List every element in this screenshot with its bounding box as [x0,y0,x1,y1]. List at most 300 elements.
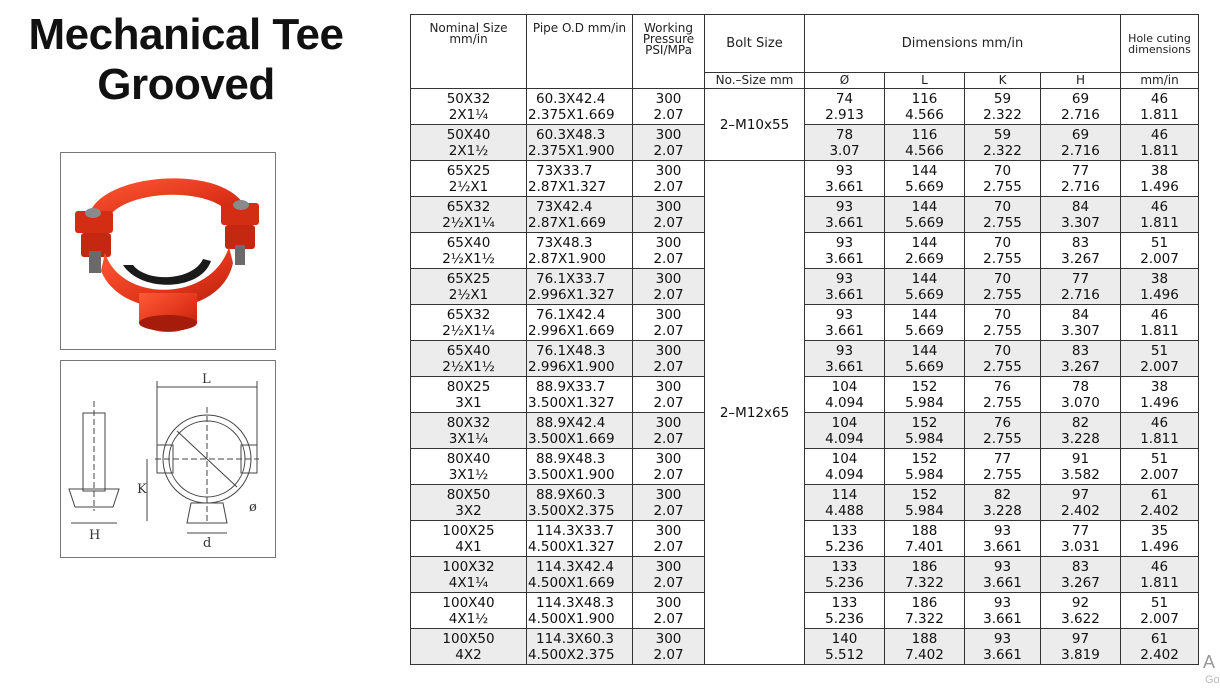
cell-hole-imperial: 2.007 [1140,358,1179,375]
cell-h-metric: 84 [1071,198,1090,215]
cell-k-metric: 70 [993,270,1012,287]
cell-h-metric: 77 [1071,522,1090,539]
cell-l-imperial: 2.669 [905,250,944,267]
cell-phi [805,413,885,449]
cell-pipe-metric: 114.3X60.3 [536,630,614,647]
cell-phi-imperial: 3.661 [825,214,864,231]
cell-l-imperial: 5.984 [905,466,944,483]
cell-hole-metric: 46 [1150,90,1169,107]
cell-pipe [527,593,633,629]
cell-nom [411,341,527,377]
cell-hole [1121,269,1199,305]
cell-k [965,125,1041,161]
cell-hole-imperial: 1.811 [1140,322,1179,339]
cell-h-metric: 77 [1071,162,1090,179]
cell-phi-imperial: 3.661 [825,250,864,267]
cell-nom-imperial: 2½X1½ [442,250,495,267]
cell-phi-imperial: 3.661 [825,322,864,339]
cell-k-imperial: 3.661 [983,646,1022,663]
cell-h-imperial: 3.267 [1061,574,1100,591]
cell-pipe [527,413,633,449]
cell-pipe-metric: 88.9X33.7 [536,378,606,395]
cell-k [965,161,1041,197]
cell-phi [805,89,885,125]
cell-l-metric: 144 [911,270,938,287]
cell-h-metric: 83 [1071,558,1090,575]
cell-pipe-imperial: 3.500X1.669 [528,430,615,447]
cell-phi [805,377,885,413]
cell-phi-imperial: 3.661 [825,358,864,375]
cell-phi-imperial: 3.661 [825,286,864,303]
cell-hole-imperial: 1.811 [1140,142,1179,159]
label-h: H [89,528,101,543]
table-row [411,449,1199,485]
cell-nom [411,593,527,629]
cell-nom-imperial: 2½X1¼ [442,214,495,231]
cell-working [633,629,705,665]
cell-hole-metric: 38 [1150,270,1169,287]
cell-working [633,377,705,413]
cell-hole-imperial: 1.811 [1140,430,1179,447]
cell-working [633,233,705,269]
cell-l-metric: 152 [911,378,938,395]
cell-working [633,485,705,521]
cell-pipe-imperial: 3.500X2.375 [528,502,615,519]
cell-hole-imperial: 1.496 [1140,178,1179,195]
cell-phi-imperial: 3.661 [825,178,864,195]
cell-nom-metric: 80X25 [446,378,491,395]
cell-phi-metric: 93 [835,306,854,323]
cell-l [885,629,965,665]
cell-working-imperial: 2.07 [653,106,684,123]
cell-hole [1121,197,1199,233]
cell-h-metric: 92 [1071,594,1090,611]
cell-hole-imperial: 1.496 [1140,394,1179,411]
cell-working-imperial: 2.07 [653,358,684,375]
cell-hole-metric: 38 [1150,162,1169,179]
cell-pipe-imperial: 4.500X1.900 [528,610,615,627]
cell-nom [411,125,527,161]
cell-l [885,89,965,125]
cell-k-imperial: 2.755 [983,358,1022,375]
cell-h-metric: 83 [1071,234,1090,251]
table-row [411,377,1199,413]
cell-l-imperial: 5.669 [905,358,944,375]
cell-l [885,521,965,557]
cell-hole [1121,89,1199,125]
cell-nom-imperial: 4X1¼ [448,574,489,591]
cell-h-imperial: 3.622 [1061,610,1100,627]
cell-phi [805,341,885,377]
cell-nom [411,485,527,521]
cell-hole [1121,233,1199,269]
cell-pipe-metric: 88.9X60.3 [536,486,606,503]
cell-pipe [527,521,633,557]
cell-working-metric: 300 [655,594,682,611]
cell-pipe-imperial: 2.996X1.327 [528,286,615,303]
cell-phi-metric: 133 [831,558,858,575]
cell-nom-metric: 80X40 [446,450,491,467]
header-k: K [965,73,1041,89]
cell-hole [1121,449,1199,485]
cell-nom-imperial: 3X1½ [448,466,489,483]
cell-hole-imperial: 2.007 [1140,466,1179,483]
cell-phi [805,557,885,593]
cell-l-metric: 116 [911,90,938,107]
cell-nom-imperial: 2½X1¼ [442,322,495,339]
cell-l-imperial: 7.322 [905,610,944,627]
cell-working [633,125,705,161]
cell-working [633,305,705,341]
cell-k [965,521,1041,557]
cell-working-metric: 300 [655,342,682,359]
cell-hole [1121,593,1199,629]
cell-pipe [527,233,633,269]
cell-h [1041,413,1121,449]
cell-working-imperial: 2.07 [653,574,684,591]
cell-pipe-metric: 114.3X33.7 [536,522,614,539]
cell-h-imperial: 3.228 [1061,430,1100,447]
cell-k-imperial: 2.322 [983,142,1022,159]
cell-l [885,449,965,485]
cell-h-imperial: 3.582 [1061,466,1100,483]
cell-l-metric: 188 [911,630,938,647]
cell-l-metric: 144 [911,306,938,323]
title-line-1: Mechanical Tee [28,10,344,59]
cell-hole [1121,125,1199,161]
cell-k-metric: 76 [993,378,1012,395]
cell-l [885,593,965,629]
cell-hole-imperial: 2.007 [1140,610,1179,627]
cell-nom [411,413,527,449]
cell-l-metric: 152 [911,414,938,431]
cell-k-metric: 70 [993,306,1012,323]
label-phi: ø [249,500,257,515]
cell-k-metric: 70 [993,162,1012,179]
cell-pipe-metric: 76.1X33.7 [536,270,606,287]
cell-phi [805,125,885,161]
cell-h-imperial: 3.307 [1061,322,1100,339]
watermark: A [1203,652,1216,672]
cell-working-metric: 300 [655,486,682,503]
page-title [0,10,372,110]
cell-k-metric: 76 [993,414,1012,431]
cell-nom-metric: 65X32 [446,198,491,215]
cell-l-imperial: 5.984 [905,430,944,447]
cell-phi [805,449,885,485]
cell-h-imperial: 3.819 [1061,646,1100,663]
cell-phi-imperial: 4.488 [825,502,864,519]
cell-h [1041,521,1121,557]
header-hole: Hole cuting dimensions [1121,15,1199,73]
cell-h-metric: 82 [1071,414,1090,431]
cell-pipe [527,197,633,233]
cell-hole-metric: 51 [1150,594,1169,611]
table-row [411,161,1199,197]
header-bolt: Bolt Size [705,15,805,73]
cell-nom [411,89,527,125]
cell-phi-imperial: 4.094 [825,430,864,447]
cell-h [1041,269,1121,305]
cell-pipe-metric: 73X33.7 [536,162,593,179]
cell-working [633,269,705,305]
cell-nom [411,521,527,557]
cell-k-imperial: 2.755 [983,322,1022,339]
cell-h-metric: 91 [1071,450,1090,467]
cell-working-metric: 300 [655,90,682,107]
cell-k [965,269,1041,305]
cell-pipe-imperial: 4.500X1.669 [528,574,615,591]
cell-hole-imperial: 1.811 [1140,214,1179,231]
cell-k [965,593,1041,629]
cell-h [1041,557,1121,593]
cell-nom-imperial: 2X1¼ [448,106,489,123]
cell-nom [411,449,527,485]
cell-nom [411,557,527,593]
cell-working [633,89,705,125]
cell-nom [411,269,527,305]
cell-k-imperial: 2.755 [983,214,1022,231]
cell-nom-imperial: 2X1½ [448,142,489,159]
cell-h-imperial: 3.267 [1061,250,1100,267]
cell-hole-metric: 46 [1150,558,1169,575]
cell-phi [805,521,885,557]
cell-h-metric: 84 [1071,306,1090,323]
cell-h-metric: 69 [1071,126,1090,143]
cell-phi [805,485,885,521]
cell-k-imperial: 2.755 [983,178,1022,195]
cell-phi-metric: 104 [831,414,858,431]
cell-h-imperial: 3.031 [1061,538,1100,555]
cell-phi [805,161,885,197]
table-row [411,233,1199,269]
cell-hole [1121,341,1199,377]
cell-pipe-metric: 76.1X48.3 [536,342,606,359]
cell-hole-imperial: 1.496 [1140,538,1179,555]
cell-h-metric: 69 [1071,90,1090,107]
bolt-size-cell: 2–M12x65 [705,161,805,665]
cell-pipe-imperial: 2.996X1.900 [528,358,615,375]
cell-l-imperial: 7.401 [905,538,944,555]
cell-h [1041,485,1121,521]
cell-pipe-metric: 88.9X48.3 [536,450,606,467]
cell-working-metric: 300 [655,558,682,575]
cell-phi-metric: 78 [835,126,854,143]
cell-h [1041,305,1121,341]
cell-k-imperial: 2.755 [983,466,1022,483]
title-line-2: Grooved [97,60,275,109]
cell-nom [411,233,527,269]
spec-table [410,14,1199,665]
cell-working-imperial: 2.07 [653,466,684,483]
cell-nom-metric: 100X50 [442,630,495,647]
cell-h [1041,593,1121,629]
table-row [411,89,1199,125]
table-row [411,521,1199,557]
cell-phi [805,629,885,665]
cell-nom-imperial: 3X1¼ [448,430,489,447]
cell-k-imperial: 3.661 [983,574,1022,591]
cell-working-imperial: 2.07 [653,214,684,231]
cell-pipe [527,269,633,305]
table-row [411,125,1199,161]
cell-k [965,449,1041,485]
cell-pipe [527,377,633,413]
cell-nom [411,197,527,233]
cell-k [965,377,1041,413]
cell-pipe-imperial: 2.375X1.900 [528,142,615,159]
cell-h [1041,377,1121,413]
cell-pipe-imperial: 2.996X1.669 [528,322,615,339]
cell-k [965,233,1041,269]
cell-phi-metric: 93 [835,162,854,179]
cell-working-imperial: 2.07 [653,502,684,519]
cell-h-imperial: 3.307 [1061,214,1100,231]
cell-phi-imperial: 4.094 [825,466,864,483]
cell-phi-metric: 93 [835,270,854,287]
table-row [411,413,1199,449]
cell-pipe-metric: 114.3X48.3 [536,594,614,611]
cell-h-metric: 78 [1071,378,1090,395]
cell-l-imperial: 5.669 [905,322,944,339]
cell-nom-imperial: 2½X1 [448,286,489,303]
cell-working-metric: 300 [655,630,682,647]
cell-phi-imperial: 4.094 [825,394,864,411]
cell-k [965,89,1041,125]
cell-l [885,197,965,233]
cell-phi-metric: 104 [831,378,858,395]
cell-phi-metric: 93 [835,342,854,359]
cell-phi-metric: 114 [831,486,858,503]
cell-nom-imperial: 4X1 [455,538,482,555]
cell-working-metric: 300 [655,522,682,539]
cell-k-imperial: 2.755 [983,430,1022,447]
cell-l-imperial: 7.402 [905,646,944,663]
cell-h-imperial: 3.070 [1061,394,1100,411]
cell-l-imperial: 4.566 [905,142,944,159]
cell-hole-metric: 61 [1150,486,1169,503]
cell-hole [1121,521,1199,557]
cell-working-metric: 300 [655,378,682,395]
cell-h-metric: 97 [1071,630,1090,647]
cell-h-metric: 77 [1071,270,1090,287]
cell-h-imperial: 2.716 [1061,286,1100,303]
cell-l-metric: 186 [911,594,938,611]
cell-nom [411,629,527,665]
cell-l [885,485,965,521]
cell-nom-imperial: 3X2 [455,502,482,519]
cell-h-imperial: 2.716 [1061,142,1100,159]
cell-hole-imperial: 2.402 [1140,646,1179,663]
header-pipe: Pipe O.D mm/in [527,15,633,89]
cell-pipe-metric: 73X48.3 [536,234,593,251]
label-k: K [137,482,147,497]
cell-hole-imperial: 1.496 [1140,286,1179,303]
cell-working [633,413,705,449]
cell-working-imperial: 2.07 [653,646,684,663]
cell-l [885,413,965,449]
cell-working [633,341,705,377]
bolt-size-cell: 2–M10x55 [705,89,805,161]
cell-l-metric: 144 [911,342,938,359]
table-row [411,197,1199,233]
cell-l [885,125,965,161]
cell-k-metric: 70 [993,198,1012,215]
technical-drawing [60,360,276,558]
cell-pipe [527,341,633,377]
cell-nom-imperial: 3X1 [455,394,482,411]
cell-phi-imperial: 3.07 [829,142,860,159]
cell-hole [1121,629,1199,665]
cell-pipe-imperial: 3.500X1.327 [528,394,615,411]
cell-k-imperial: 3.661 [983,610,1022,627]
cell-hole [1121,557,1199,593]
cell-working-imperial: 2.07 [653,286,684,303]
cell-hole-metric: 46 [1150,414,1169,431]
cell-pipe-imperial: 4.500X2.375 [528,646,615,663]
cell-k-metric: 59 [993,90,1012,107]
cell-nom-metric: 50X40 [446,126,491,143]
cell-nom-imperial: 4X1½ [448,610,489,627]
table-row [411,593,1199,629]
cell-l [885,269,965,305]
cell-h-imperial: 2.716 [1061,106,1100,123]
cell-pipe-imperial: 2.87X1.900 [528,250,606,267]
label-l: L [202,372,211,387]
cell-h-imperial: 2.402 [1061,502,1100,519]
cell-phi [805,233,885,269]
table-row [411,629,1199,665]
table-row [411,485,1199,521]
cell-nom [411,161,527,197]
header-nominal: Nominal Size mm/in [411,15,527,89]
cell-k-imperial: 2.755 [983,286,1022,303]
cell-phi-metric: 133 [831,594,858,611]
cell-nom-imperial: 2½X1½ [442,358,495,375]
nut-right [235,245,245,265]
cell-pipe [527,449,633,485]
cell-working-imperial: 2.07 [653,142,684,159]
cell-hole-imperial: 1.811 [1140,106,1179,123]
cell-phi [805,593,885,629]
cell-l-metric: 188 [911,522,938,539]
dimension-drawing [61,361,275,557]
table-row [411,341,1199,377]
cell-working-metric: 300 [655,162,682,179]
cell-working-metric: 300 [655,306,682,323]
cell-nom-metric: 100X40 [442,594,495,611]
cell-l-metric: 152 [911,450,938,467]
cell-k-imperial: 2.322 [983,106,1022,123]
cell-k-metric: 77 [993,450,1012,467]
cell-hole [1121,377,1199,413]
cell-phi-metric: 93 [835,234,854,251]
nut-left [89,251,101,273]
cell-k-metric: 93 [993,522,1012,539]
cell-h [1041,629,1121,665]
product-photo [60,152,276,350]
cell-l [885,161,965,197]
cell-working [633,521,705,557]
cell-h-metric: 83 [1071,342,1090,359]
cell-k-imperial: 2.755 [983,394,1022,411]
cell-k [965,629,1041,665]
header-bolt-sub: No.–Size mm [705,73,805,89]
cell-pipe [527,89,633,125]
cell-phi-metric: 74 [835,90,854,107]
cell-working [633,557,705,593]
cell-hole-imperial: 2.402 [1140,502,1179,519]
